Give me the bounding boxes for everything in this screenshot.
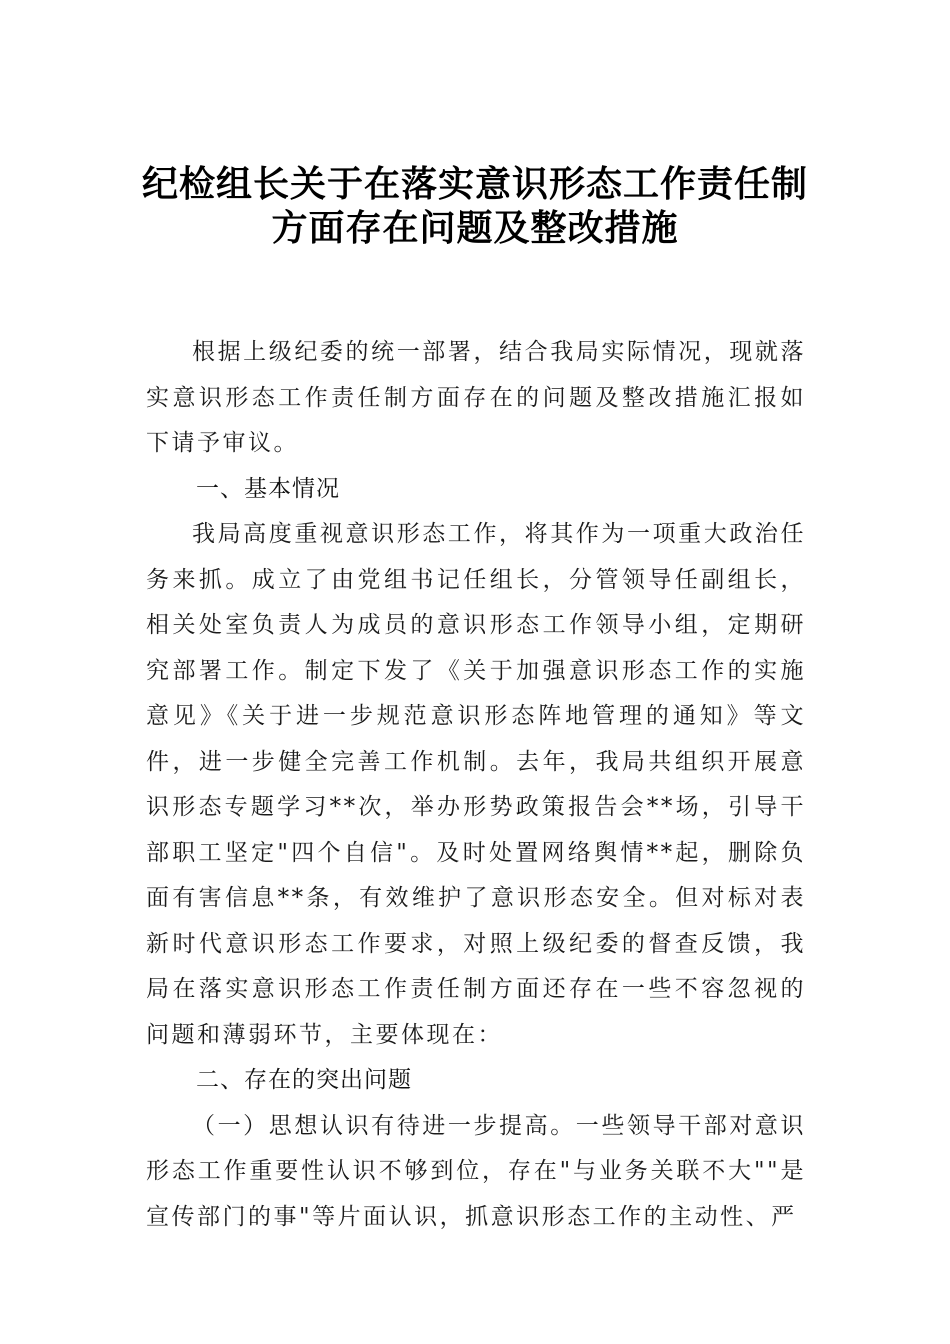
document-title-line-1: 纪检组长关于在落实意识形态工作责任制 — [141, 163, 808, 205]
intro-paragraph: 根据上级纪委的统一部署，结合我局实际情况，现就落实意识形态工作责任制方面存在的问题及整改措施汇报如下请予审议。 — [146, 339, 806, 456]
section-2-item-1-paragraph: （一）思想认识有待进一步提高。一些领导干部对意识形态工作重要性认识不够到位，存在"与业务关联不大""是宣传部门的事"等片面认识，抓意识形态工作的主动性、严 — [146, 1112, 806, 1230]
section-1-paragraph: 我局高度重视意识形态工作，将其作为一项重大政治任务来抓。成立了由党组书记任组长，分管领导任副组长，相关处室负责人为成员的意识形态工作领导小组，定期研究部署工作。制定下发了《关于加强意识形态工作的实施意见》《关于进一步规范意识形态阵地管理的通知》等文件，进一步健全完善工作机制。去年，我局共组织开展意识形态专题学习**次，举办形势政策报告会**场，引导干部职工坚定"四个自信"。及时处置网络舆情**起，删除负面有害信息**条，有效维护了意识形态安全。但对标对表新时代意识形态工作要求，对照上级纪委的督查反馈，我局在落实意识形态工作责任制方面还存在一些不容忽视的问题和薄弱环节，主要体现在： — [146, 521, 806, 1048]
section-1-heading: 一、基本情况 — [196, 475, 340, 502]
document-body — [146, 330, 806, 1240]
section-2-heading: 二、存在的突出问题 — [196, 1067, 412, 1093]
document-title-line-2: 方面存在问题及整改措施 — [271, 207, 679, 249]
